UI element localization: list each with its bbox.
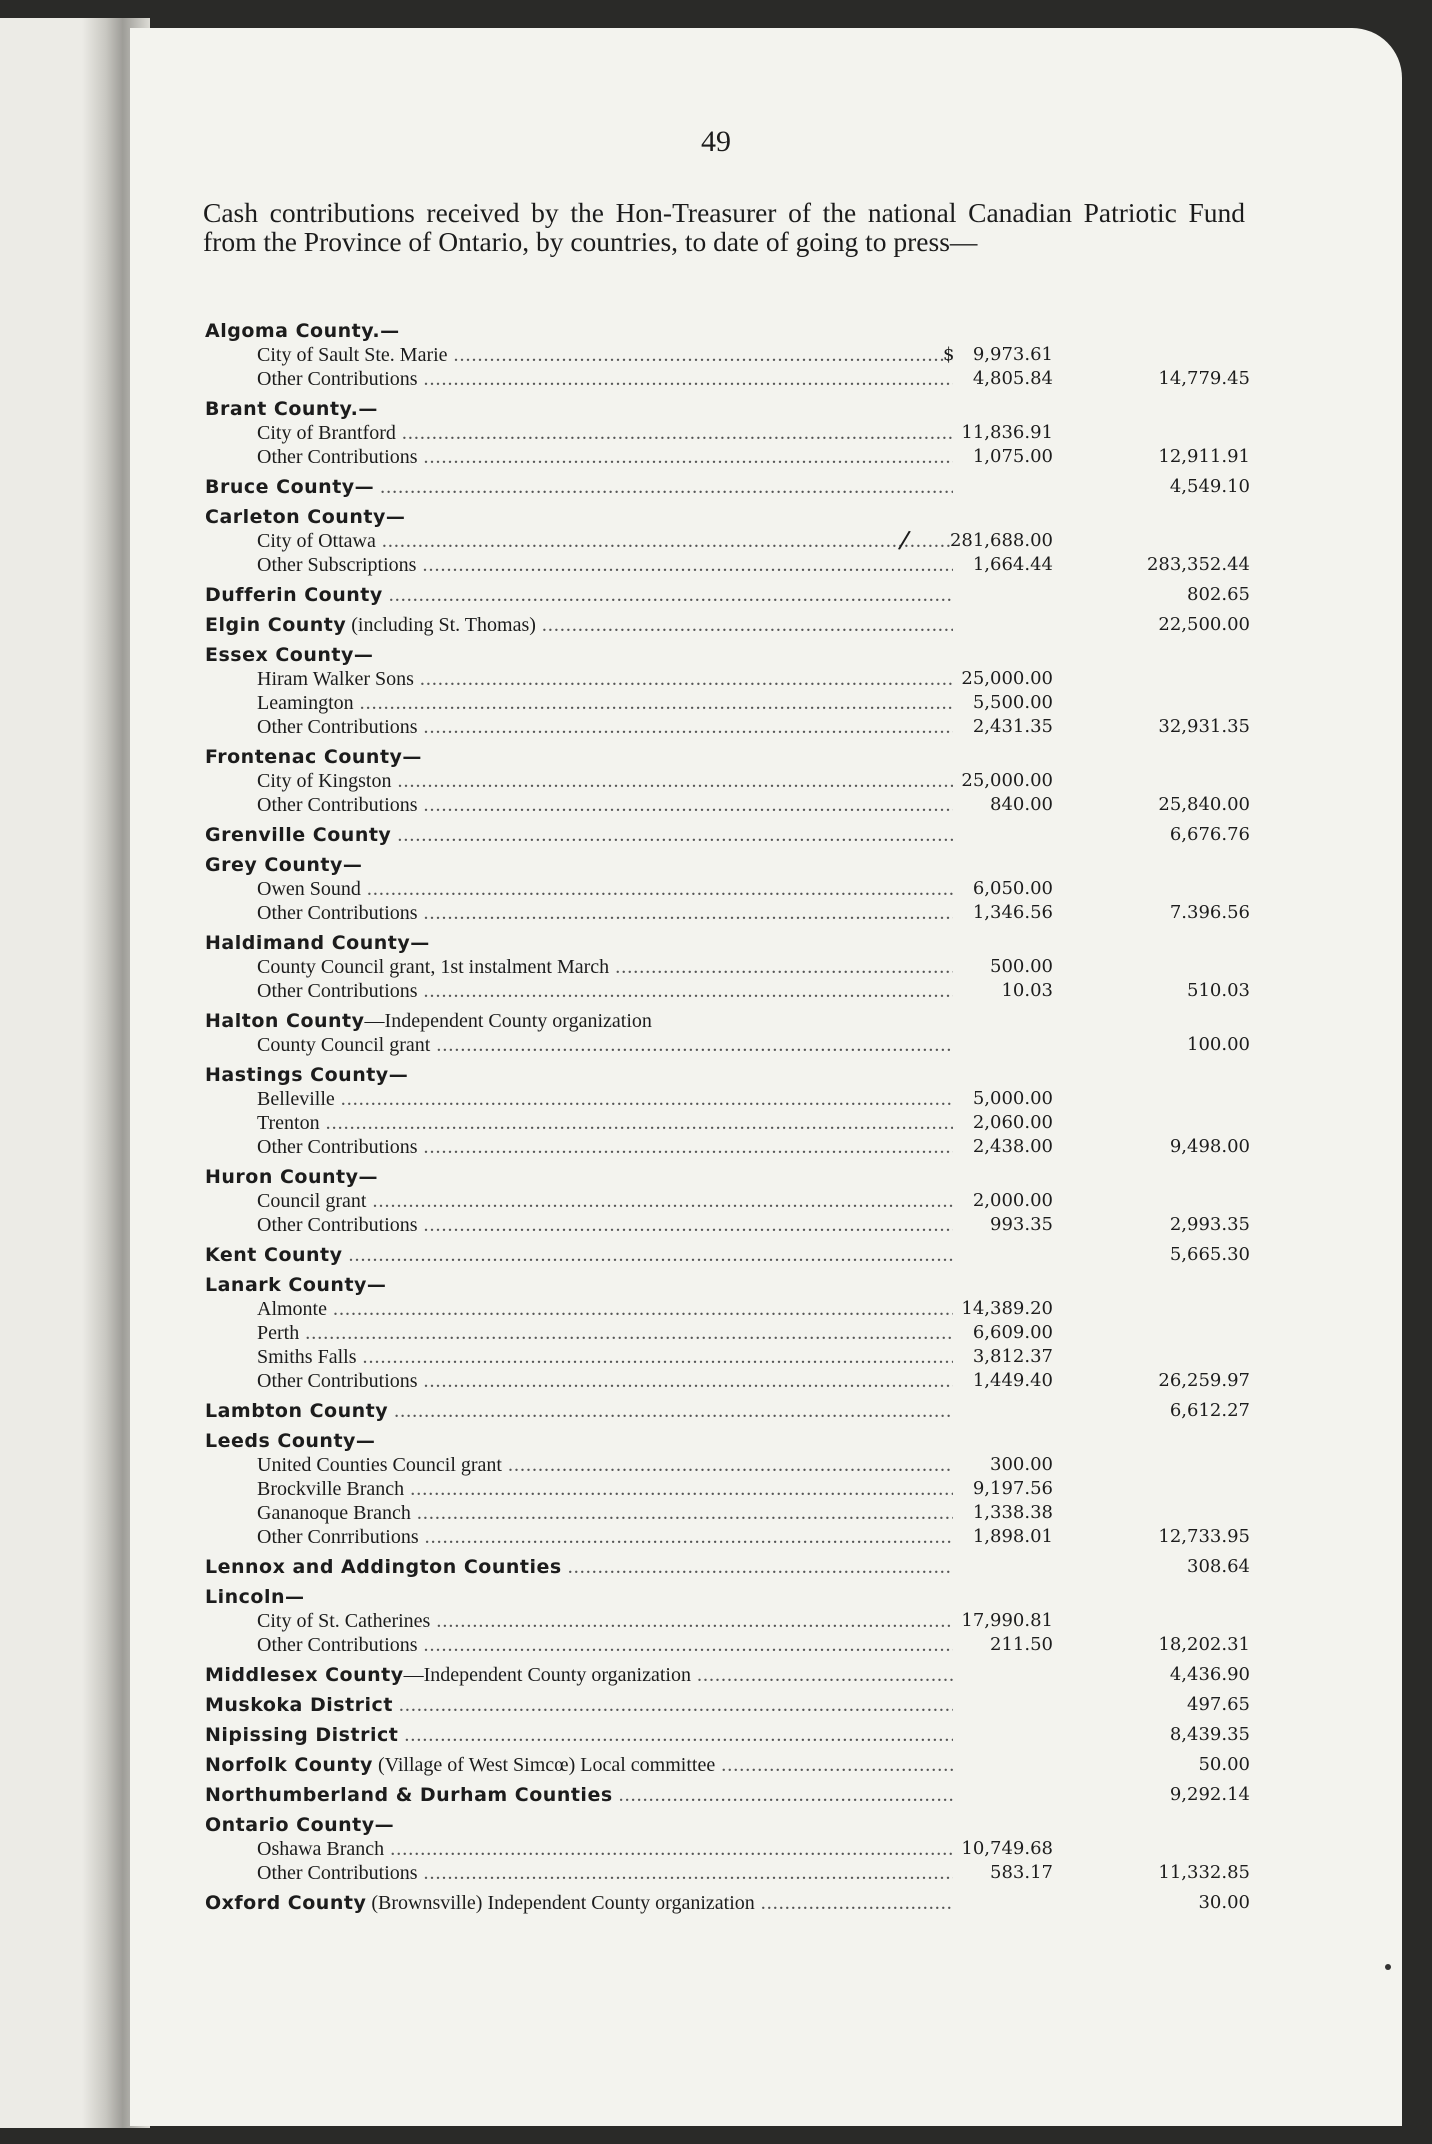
county-label: [205, 1693, 953, 1717]
contribution-label: [257, 1633, 953, 1657]
county-row: [205, 319, 1265, 343]
contribution-label-text: Other Contributions: [257, 794, 418, 816]
dollar-sign: $: [943, 344, 955, 365]
contribution-label-text: Other Subscriptions: [257, 554, 417, 576]
contribution-amount: 1,338.38: [972, 1502, 1053, 1523]
contribution-amount: 1,075.00: [972, 446, 1053, 467]
county-name: Middlesex County: [205, 1664, 404, 1686]
county-total: 4,549.10: [1169, 476, 1250, 497]
county-row: [205, 1891, 1265, 1915]
contribution-row: [205, 715, 1265, 739]
county-label: [205, 397, 953, 421]
contribution-amount: 25,000.00: [961, 668, 1053, 689]
contribution-amount: 2,438.00: [972, 1136, 1053, 1157]
contribution-row: [205, 1297, 1265, 1321]
contribution-amount: 1,449.40: [972, 1370, 1053, 1391]
pencil-check-mark: /: [896, 523, 912, 558]
contribution-label: [257, 955, 953, 979]
county-label-text: [205, 320, 400, 342]
contribution-label: [257, 877, 953, 901]
contribution-row: [205, 1525, 1265, 1549]
county-label: [205, 1753, 953, 1777]
contribution-label: [257, 793, 953, 817]
county-total: 11,332.85: [1158, 1862, 1250, 1883]
contribution-row: [205, 1135, 1265, 1159]
contribution-row: [205, 1477, 1265, 1501]
contribution-row: [205, 523, 1265, 558]
county-total: 8,439.35: [1169, 1724, 1250, 1745]
contribution-row: [205, 1837, 1265, 1861]
county-label: [205, 1723, 953, 1747]
county-note: —Independent County organization: [403, 1664, 691, 1686]
county-label-text: [205, 746, 422, 768]
county-total: 283,352.44: [1146, 554, 1250, 575]
contribution-label: [257, 553, 953, 577]
contribution-amount: 25,000.00: [961, 770, 1053, 791]
contribution-label: [257, 1189, 953, 1213]
county-total: 32,931.35: [1158, 716, 1250, 737]
contribution-label-text: Almonte: [257, 1298, 327, 1320]
contribution-row: [205, 1633, 1265, 1657]
county-name: Grenville County: [205, 824, 392, 846]
county-label-text: [205, 614, 536, 636]
county-label-text: [205, 1556, 562, 1578]
contribution-label: [257, 445, 953, 469]
intro-paragraph: Cash contributions received by the Hon-Treasurer of the national Canadian Patriotic Fund from the Province of Ontario, by countries, to date of going to press—: [203, 197, 1245, 257]
county-total: 18,202.31: [1158, 1634, 1250, 1655]
county-label: [205, 475, 953, 499]
county-label-text: [205, 1400, 388, 1422]
contribution-amount: 10.03: [1001, 980, 1053, 1001]
contribution-row: [205, 1111, 1265, 1135]
contribution-row: [205, 1609, 1265, 1633]
county-name: Northumberland & Durham Counties: [205, 1784, 613, 1806]
contribution-amount: 9,197.56: [972, 1478, 1053, 1499]
county-total: 7.396.56: [1169, 902, 1250, 923]
contribution-label-text: City of Kingston: [257, 770, 392, 792]
contribution-label: [257, 343, 953, 367]
contribution-row: [205, 877, 1265, 901]
contribution-label: [257, 1213, 953, 1237]
contribution-label: [257, 421, 953, 445]
contribution-amount: 4,805.84: [972, 368, 1053, 389]
county-name: Bruce County—: [205, 476, 375, 498]
county-row: [205, 1585, 1265, 1609]
contribution-amount: 11,836.91: [961, 422, 1053, 443]
contribution-row: [205, 1501, 1265, 1525]
county-row: [205, 1273, 1265, 1297]
county-label-text: [205, 1892, 755, 1914]
county-total: 30.00: [1198, 1892, 1250, 1913]
county-row: [205, 1063, 1265, 1087]
contribution-label: [257, 901, 953, 925]
county-row: [205, 1165, 1265, 1189]
county-label-text: [205, 1166, 378, 1188]
county-total: 50.00: [1198, 1754, 1250, 1775]
county-row: [205, 1555, 1265, 1579]
contribution-label: [257, 979, 953, 1003]
contribution-label-text: Oshawa Branch: [257, 1838, 385, 1860]
contribution-label-text: Hiram Walker Sons: [257, 668, 414, 690]
county-label: [205, 613, 953, 637]
county-label: [205, 1243, 953, 1267]
county-name: Lambton County: [205, 1400, 389, 1422]
contribution-label-text: Smiths Falls: [257, 1346, 357, 1368]
county-label: [205, 1663, 953, 1687]
contribution-label: [257, 1297, 953, 1321]
contribution-row: [205, 1345, 1265, 1369]
county-label-text: [205, 1064, 408, 1086]
contribution-label-text: Brockville Branch: [257, 1478, 405, 1500]
county-name: Lanark County—: [205, 1274, 387, 1296]
contribution-label: [257, 1087, 953, 1111]
contribution-label: [257, 1501, 953, 1525]
contribution-amount: 6,050.00: [972, 878, 1053, 899]
county-name: Ontario County—: [205, 1814, 395, 1836]
county-name: Hastings County—: [205, 1064, 409, 1086]
county-label-text: [205, 1694, 393, 1716]
contribution-amount: 2,000.00: [972, 1190, 1053, 1211]
county-name: Kent County: [205, 1244, 343, 1266]
county-note: (including St. Thomas): [351, 614, 536, 636]
contribution-label-text: Other Conrributions: [257, 1526, 419, 1548]
contribution-label: [257, 1453, 953, 1477]
county-name: Lennox and Addington Counties: [205, 1556, 562, 1578]
county-name: Muskoka District: [205, 1694, 393, 1716]
county-label: [205, 853, 953, 877]
county-label: [205, 931, 953, 955]
county-name: Halton County: [205, 1010, 365, 1032]
contribution-row: [205, 955, 1265, 979]
contribution-label-text: County Council grant: [257, 1034, 431, 1056]
contribution-label: [257, 1525, 953, 1549]
county-name: Frontenac County—: [205, 746, 422, 768]
county-name: Huron County—: [205, 1166, 379, 1188]
contribution-label-text: County Council grant, 1st instalment March: [257, 956, 610, 978]
contribution-amount: 9,973.61: [972, 344, 1053, 365]
contribution-label-text: Other Contributions: [257, 1136, 418, 1158]
county-label-text: [205, 854, 362, 876]
county-total: 308.64: [1187, 1556, 1250, 1577]
contribution-label: [257, 1837, 953, 1861]
contribution-amount: 17,990.81: [961, 1610, 1053, 1631]
county-label-text: [205, 1754, 715, 1776]
county-row: [205, 853, 1265, 877]
county-row: [205, 1663, 1265, 1687]
county-label: [205, 1891, 953, 1915]
contribution-label-text: Other Contributions: [257, 446, 418, 468]
contribution-row: [205, 769, 1265, 793]
county-row: [205, 505, 1265, 529]
county-note: —Independent County organization: [364, 1010, 652, 1032]
contribution-amount: 1,346.56: [972, 902, 1053, 923]
contribution-label-text: City of Brantford: [257, 422, 396, 444]
contribution-label-text: Other Contributions: [257, 980, 418, 1002]
county-total: 12,911.91: [1158, 446, 1250, 467]
county-row: [205, 823, 1265, 847]
county-name: Oxford County: [205, 1892, 367, 1914]
county-total: 26,259.97: [1158, 1370, 1250, 1391]
contribution-label: [257, 769, 953, 793]
contribution-amount: 211.50: [990, 1634, 1053, 1655]
contribution-label-text: Leamington: [257, 692, 354, 714]
contribution-label-text: Other Contributions: [257, 1862, 418, 1884]
contribution-row: [205, 1213, 1265, 1237]
contribution-label: [257, 1861, 953, 1885]
page-number: 49: [701, 125, 731, 158]
contribution-label-text: City of Sault Ste. Marie: [257, 344, 448, 366]
county-name: Norfolk County: [205, 1754, 373, 1776]
contribution-row: [205, 1033, 1265, 1057]
contribution-row: [205, 1321, 1265, 1345]
county-label: [205, 745, 953, 769]
contributions-list: [205, 313, 1265, 1915]
county-name: Essex County—: [205, 644, 374, 666]
contribution-amount: 2,060.00: [972, 1112, 1053, 1133]
county-name: Leeds County—: [205, 1430, 376, 1452]
county-label-text: [205, 1586, 305, 1608]
county-label: [205, 823, 953, 847]
county-label-text: [205, 1784, 613, 1806]
county-label-text: [205, 584, 383, 606]
contribution-label: [257, 1609, 953, 1633]
contribution-row: [205, 367, 1265, 391]
contribution-label-text: Gananoque Branch: [257, 1502, 411, 1524]
county-row: [205, 397, 1265, 421]
contribution-label: [257, 1135, 953, 1159]
county-total: 22,500.00: [1158, 614, 1250, 635]
contribution-label-text: Other Contributions: [257, 902, 418, 924]
contribution-label-text: City of Ottawa: [257, 530, 376, 552]
county-total: 510.03: [1187, 980, 1250, 1001]
contribution-label: [257, 1477, 953, 1501]
county-label: [205, 1165, 953, 1189]
county-label: [205, 505, 953, 529]
county-row: [205, 1399, 1265, 1423]
contribution-label-text: Other Contributions: [257, 1634, 418, 1656]
contribution-row: [205, 553, 1265, 577]
contribution-amount: 500.00: [990, 956, 1053, 977]
county-note: (Village of West Simcœ) Local committee: [377, 1754, 716, 1776]
county-name: Grey County—: [205, 854, 363, 876]
contribution-row: [205, 343, 1265, 367]
county-row: [205, 1429, 1265, 1453]
county-total: 497.65: [1187, 1694, 1250, 1715]
county-row: [205, 583, 1265, 607]
county-label: [205, 1399, 953, 1423]
county-label: [205, 1585, 953, 1609]
county-row: [205, 1243, 1265, 1267]
contribution-label: [257, 1033, 953, 1057]
contribution-label-text: Perth: [257, 1322, 300, 1344]
ink-speck: [1385, 1964, 1391, 1970]
county-label-text: [205, 932, 430, 954]
county-label-text: [205, 1430, 375, 1452]
county-note: (Brownsville) Independent County organization: [371, 1892, 755, 1914]
contribution-amount: 1,664.44: [972, 554, 1053, 575]
county-label-text: [205, 1814, 394, 1836]
contribution-row: [205, 979, 1265, 1003]
contribution-label-text: Other Contributions: [257, 716, 418, 738]
contribution-label: [257, 715, 953, 739]
county-row: [205, 1813, 1265, 1837]
county-name: Algoma County.—: [205, 320, 400, 342]
contribution-label: [257, 1369, 953, 1393]
county-name: Carleton County—: [205, 506, 406, 528]
county-label: [205, 1783, 953, 1807]
county-label: [205, 1555, 953, 1579]
county-label: [205, 1813, 953, 1837]
contribution-label: [257, 667, 953, 691]
county-total: 9,498.00: [1169, 1136, 1250, 1157]
contribution-row: [205, 1087, 1265, 1111]
county-row: [205, 643, 1265, 667]
county-total: 5,665.30: [1169, 1244, 1250, 1265]
contribution-label: [257, 691, 953, 715]
county-name: Brant County.—: [205, 398, 378, 420]
county-row: [205, 931, 1265, 955]
county-total: 9,292.14: [1169, 1784, 1250, 1805]
contribution-row: [205, 1189, 1265, 1213]
county-label-text: [205, 476, 374, 498]
contribution-label-text: United Counties Council grant: [257, 1454, 502, 1476]
contribution-amount: 3,812.37: [972, 1346, 1053, 1367]
contribution-row: [205, 1861, 1265, 1885]
county-total: 6,612.27: [1169, 1400, 1250, 1421]
county-label-text: [205, 1244, 343, 1266]
contribution-amount: 14,389.20: [961, 1298, 1053, 1319]
contribution-label-text: City of St. Catherines: [257, 1610, 431, 1632]
contribution-row: [205, 1369, 1265, 1393]
county-total: 2,993.35: [1169, 1214, 1250, 1235]
county-row: [205, 1693, 1265, 1717]
county-total: 6,676.76: [1169, 824, 1250, 845]
county-label-text: [205, 398, 378, 420]
contribution-row: [205, 793, 1265, 817]
contribution-amount: 5,500.00: [972, 692, 1053, 713]
county-row: [205, 475, 1265, 499]
contribution-amount: 2,431.35: [972, 716, 1053, 737]
county-label-text: [205, 644, 373, 666]
contribution-amount: 300.00: [990, 1454, 1053, 1475]
contribution-label-text: Council grant: [257, 1190, 367, 1212]
contribution-amount: 6,609.00: [972, 1322, 1053, 1343]
county-name: Nipissing District: [205, 1724, 399, 1746]
contribution-label: [257, 1321, 953, 1345]
contribution-label: [257, 523, 953, 558]
county-row: [205, 745, 1265, 769]
county-label-text: [205, 1724, 398, 1746]
contribution-amount: 10,749.68: [961, 1838, 1053, 1859]
contribution-label-text: Other Contributions: [257, 1214, 418, 1236]
contribution-label-text: Belleville: [257, 1088, 335, 1110]
county-name: Haldimand County—: [205, 932, 430, 954]
contribution-label-text: Trenton: [257, 1112, 320, 1134]
county-total: 12,733.95: [1158, 1526, 1250, 1547]
contribution-row: [205, 667, 1265, 691]
county-total: 802.65: [1187, 584, 1250, 605]
contribution-amount: 5,000.00: [972, 1088, 1053, 1109]
county-label: [205, 583, 953, 607]
county-label-text: [205, 506, 405, 528]
county-label: [205, 1063, 953, 1087]
county-row: [205, 613, 1265, 637]
county-total: 25,840.00: [1158, 794, 1250, 815]
contribution-label: [257, 367, 953, 391]
contribution-row: [205, 1453, 1265, 1477]
contribution-label: [257, 1345, 953, 1369]
county-label-text: [205, 824, 391, 846]
county-total: 14,779.45: [1158, 368, 1250, 389]
contribution-label-text: Other Contributions: [257, 1370, 418, 1392]
county-total: 100.00: [1187, 1034, 1250, 1055]
contribution-label-text: Other Contributions: [257, 368, 418, 390]
contribution-row: [205, 421, 1265, 445]
county-label-text: [205, 1664, 691, 1686]
contribution-label-text: Owen Sound: [257, 878, 361, 900]
contribution-amount: 281,688.00: [949, 530, 1053, 551]
county-row: [205, 1753, 1265, 1777]
county-name: Elgin County: [205, 614, 347, 636]
contribution-row: [205, 901, 1265, 925]
county-row: [205, 1009, 1265, 1033]
county-label: [205, 643, 953, 667]
contribution-amount: 840.00: [990, 794, 1053, 815]
county-label: [205, 1429, 953, 1453]
county-total: 4,436.90: [1169, 1664, 1250, 1685]
contribution-amount: 1,898.01: [972, 1526, 1053, 1547]
county-label: [205, 319, 953, 343]
contribution-amount: 583.17: [990, 1862, 1053, 1883]
contribution-label: [257, 1111, 953, 1135]
contribution-row: [205, 691, 1265, 715]
county-label-text: [205, 1010, 652, 1032]
county-name: Dufferin County: [205, 584, 383, 606]
county-row: [205, 1783, 1265, 1807]
county-label-text: [205, 1274, 386, 1296]
contribution-amount: 993.35: [990, 1214, 1053, 1235]
contribution-row: [205, 445, 1265, 469]
county-label: [205, 1273, 953, 1297]
county-label: [205, 1009, 953, 1033]
county-row: [205, 1723, 1265, 1747]
county-name: Lincoln—: [205, 1586, 305, 1608]
